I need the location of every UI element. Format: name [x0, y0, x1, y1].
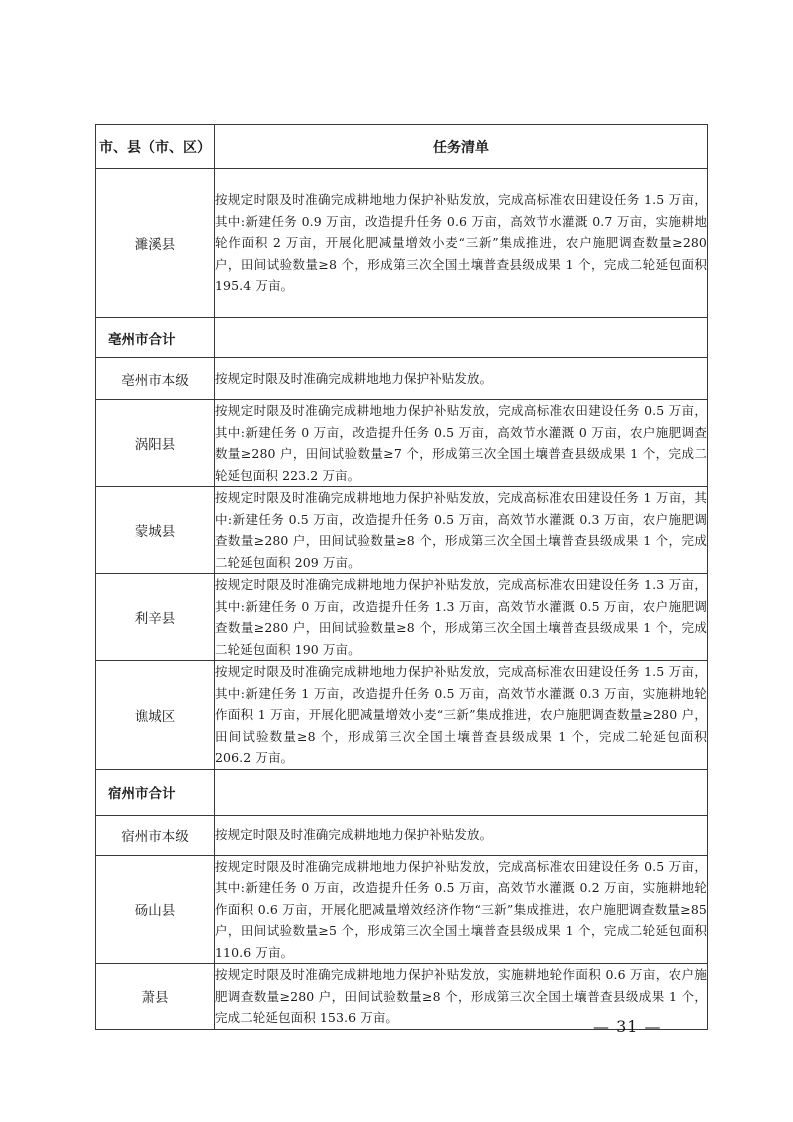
region-cell: 利辛县 [96, 574, 215, 661]
task-cell: 按规定时限及时准确完成耕地地力保护补贴发放，完成高标准农田建设任务 1.3 万亩，其中:新建任务 0 万亩，改造提升任务 1.3 万亩，高效节水灌溉 0.5 万亩，农户施肥调查数量≥280 户，田间试验数量≥8 个，形成第三次全国土壤普查县级成果 1 个，完成二轮延包面积 190 万亩。 [215, 574, 708, 661]
region-cell: 亳州市本级 [96, 358, 215, 400]
table-row [96, 358, 708, 400]
table-row [96, 815, 708, 855]
task-cell: 按规定时限及时准确完成耕地地力保护补贴发放，实施耕地轮作面积 0.6 万亩，农户施肥调查数量≥280 户，田间试验数量≥8 个，形成第三次全国土壤普查县级成果 1 个，完成二轮延包面积 153.6 万亩。 [215, 964, 708, 1030]
task-cell: 按规定时限及时准确完成耕地地力保护补贴发放，完成高标准农田建设任务 0.5 万亩，其中:新建任务 0 万亩，改造提升任务 0.5 万亩，高效节水灌溉 0 万亩，农户施肥调查数量≥280 户，田间试验数量≥7 个，形成第三次全国土壤普查县级成果 1 个，完成二轮延包面积 223.2 万亩。 [215, 400, 708, 487]
table-body [96, 169, 708, 1030]
header-region: 市、县（市、区） [96, 125, 215, 169]
table-row [96, 574, 708, 661]
region-cell: 宿州市本级 [96, 815, 215, 855]
region-cell: 涡阳县 [96, 400, 215, 487]
header-tasks: 任务清单 [215, 125, 708, 169]
region-cell: 蒙城县 [96, 487, 215, 574]
task-cell: 按规定时限及时准确完成耕地地力保护补贴发放，完成高标准农田建设任务 1.5 万亩，其中:新建任务 1 万亩，改造提升任务 0.5 万亩，高效节水灌溉 0.3 万亩，实施耕地轮作面积 1 万亩，开展化肥减量增效小麦“三新”集成推进，农户施肥调查数量≥280 户，田间试验数量≥8 个，形成第三次全国土壤普查县级成果 1 个，完成二轮延包面积 206.2 万亩。 [215, 661, 708, 770]
region-cell: 砀山县 [96, 855, 215, 964]
table-row [96, 400, 708, 487]
table-row [96, 169, 708, 318]
task-cell [215, 769, 708, 815]
city-subtotal-cell: 宿州市合计 [96, 769, 215, 815]
region-cell: 谯城区 [96, 661, 215, 770]
table-row [96, 487, 708, 574]
table-row [96, 318, 708, 358]
table-header-row [96, 125, 708, 169]
region-cell: 萧县 [96, 964, 215, 1030]
task-cell: 按规定时限及时准确完成耕地地力保护补贴发放，完成高标准农田建设任务 0.5 万亩，其中:新建任务 0 万亩，改造提升任务 0.5 万亩，高效节水灌溉 0.2 万亩，实施耕地轮作面积 0.6 万亩，开展化肥减量增效经济作物“三新”集成推进，农户施肥调查数量≥85 户，田间试验数量≥5 个，形成第三次全国土壤普查县级成果 1 个，完成二轮延包面积 110.6 万亩。 [215, 855, 708, 964]
task-cell: 按规定时限及时准确完成耕地地力保护补贴发放，完成高标准农田建设任务 1.5 万亩，其中:新建任务 0.9 万亩，改造提升任务 0.6 万亩，高效节水灌溉 0.7 万亩，实施耕地轮作面积 2 万亩，开展化肥减量增效小麦“三新”集成推进，农户施肥调查数量≥280 户，田间试验数量≥8 个，形成第三次全国土壤普查县级成果 1 个，完成二轮延包面积 195.4 万亩。 [215, 169, 708, 318]
task-list-table [95, 124, 708, 1030]
task-cell [215, 318, 708, 358]
region-cell: 濉溪县 [96, 169, 215, 318]
page-number: — 31 — [593, 1017, 662, 1036]
task-cell: 按规定时限及时准确完成耕地地力保护补贴发放。 [215, 358, 708, 400]
table-row [96, 769, 708, 815]
table-row [96, 661, 708, 770]
task-cell: 按规定时限及时准确完成耕地地力保护补贴发放，完成高标准农田建设任务 1 万亩，其中:新建任务 0.5 万亩，改造提升任务 0.5 万亩，高效节水灌溉 0.3 万亩，农户施肥调查数量≥280 户，田间试验数量≥8 个，形成第三次全国土壤普查县级成果 1 个，完成二轮延包面积 209 万亩。 [215, 487, 708, 574]
table-row [96, 855, 708, 964]
task-cell: 按规定时限及时准确完成耕地地力保护补贴发放。 [215, 815, 708, 855]
city-subtotal-cell: 亳州市合计 [96, 318, 215, 358]
